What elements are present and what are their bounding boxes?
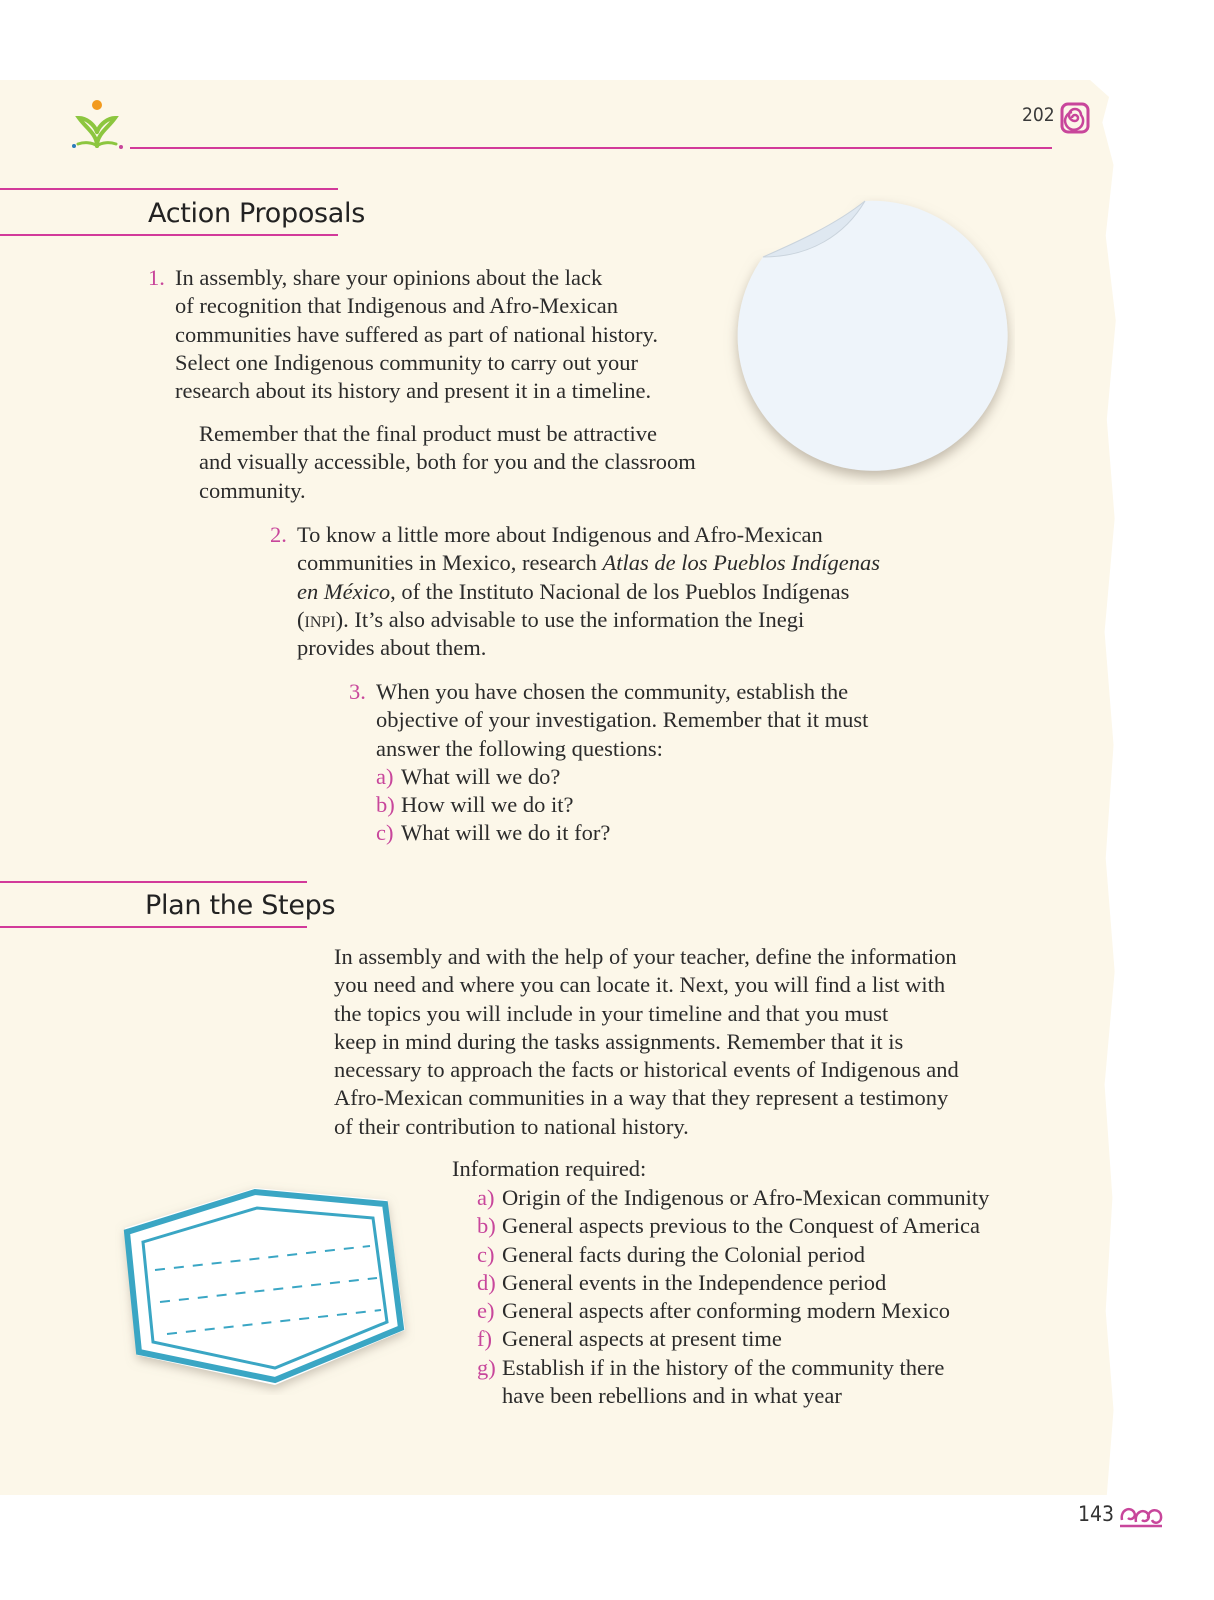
question-item xyxy=(376,819,868,847)
note-card xyxy=(115,1180,415,1395)
section-title: Plan the Steps xyxy=(145,890,336,921)
remember-paragraph xyxy=(199,420,696,505)
info-item-continuation: have been rebellions and in what year xyxy=(502,1383,842,1409)
info-label: g) xyxy=(477,1354,496,1380)
text-line xyxy=(297,549,880,577)
question-text: What will we do? xyxy=(401,763,561,789)
inpi-acronym: inpi xyxy=(304,606,336,632)
text-run: , of the Instituto Nacional de los Pueblos Indígenas xyxy=(390,578,850,604)
header-rule xyxy=(130,147,1052,149)
info-text: General aspects after conforming modern Mexico xyxy=(502,1298,950,1324)
info-text: Origin of the Indigenous or Afro-Mexican community xyxy=(502,1185,990,1210)
text-line: you need and where you can locate it. Next, you will find a list with xyxy=(334,972,946,998)
info-label: c) xyxy=(477,1241,495,1267)
text-line: When you have chosen the community, establish the xyxy=(376,679,849,704)
info-item xyxy=(477,1325,989,1353)
page-number-bottom: 143 xyxy=(1078,1502,1115,1526)
info-item xyxy=(477,1269,989,1297)
fret-ornament-icon xyxy=(1118,1500,1164,1532)
text-line: communities have suffered as part of national history. xyxy=(175,321,658,347)
page-number-top: 202 xyxy=(1022,104,1055,126)
text-line: community. xyxy=(199,477,306,503)
text-line: Select one Indigenous community to carry out your xyxy=(175,349,639,375)
info-text: General aspects at present time xyxy=(502,1326,782,1352)
section-title: Action Proposals xyxy=(148,198,366,229)
text-line: In assembly, share your opinions about the lack xyxy=(175,265,603,290)
sticker-circle xyxy=(715,195,1015,485)
question-label: c) xyxy=(376,820,394,846)
text-line: Afro-Mexican communities in a way that they represent a testimony xyxy=(334,1085,949,1111)
question-text: How will we do it? xyxy=(401,792,574,818)
info-list xyxy=(477,1184,989,1410)
text-line: research about its history and present it in a timeline. xyxy=(175,378,652,404)
info-item xyxy=(477,1297,989,1325)
list-item-number: 1. xyxy=(148,265,165,290)
info-heading: Information required: xyxy=(452,1156,647,1181)
info-item xyxy=(477,1184,989,1212)
text-line xyxy=(297,578,880,606)
text-run: ). It’s also advisable to use the information the Inegi xyxy=(335,606,805,632)
plan-steps-paragraph xyxy=(334,943,959,1141)
text-line: the topics you will include in your timeline and that you must xyxy=(334,1000,889,1026)
info-label: d) xyxy=(477,1269,496,1295)
text-line: and visually accessible, both for you and the classroom xyxy=(199,449,696,475)
text-line: of recognition that Indigenous and Afro-Mexican xyxy=(175,293,619,319)
info-text: General events in the Independence period xyxy=(502,1269,887,1295)
list-item-number: 3. xyxy=(349,679,366,704)
question-text: What will we do it for? xyxy=(401,820,611,846)
atlas-title-cont: en México xyxy=(297,578,391,604)
question-item xyxy=(376,791,868,819)
text-line: To know a little more about Indigenous and Afro-Mexican xyxy=(297,522,823,547)
text-line: keep in mind during the tasks assignments. Remember that it is xyxy=(334,1028,904,1054)
text-line xyxy=(297,606,880,634)
item-1-text xyxy=(175,264,658,405)
info-item xyxy=(477,1241,989,1269)
info-text: Establish if in the history of the community there xyxy=(502,1354,945,1380)
question-item xyxy=(376,763,868,791)
text-line: Remember that the final product must be attractive xyxy=(199,421,657,446)
item-2-text xyxy=(297,521,880,662)
text-line: objective of your investigation. Remember that it must xyxy=(376,707,869,733)
spiral-ornament-icon xyxy=(1060,102,1090,134)
info-label: f) xyxy=(477,1326,492,1352)
text-line: necessary to approach the facts or historical events of Indigenous and xyxy=(334,1057,959,1083)
info-label: a) xyxy=(477,1185,495,1210)
text-line: of their contribution to national history. xyxy=(334,1113,689,1139)
info-item xyxy=(477,1354,989,1382)
text-run: ( xyxy=(297,606,305,632)
question-label: a) xyxy=(376,763,394,789)
info-item xyxy=(477,1212,989,1240)
text-line: provides about them. xyxy=(297,635,487,661)
atlas-title: Atlas de los Pueblos Indígenas xyxy=(602,550,881,576)
info-text: General facts during the Colonial period xyxy=(502,1241,866,1267)
text-run: communities in Mexico, research xyxy=(297,550,603,576)
info-text: General aspects previous to the Conquest of America xyxy=(502,1213,980,1239)
text-line: answer the following questions: xyxy=(376,735,663,761)
question-label: b) xyxy=(376,792,395,818)
info-label: b) xyxy=(477,1213,496,1239)
item-3-text xyxy=(376,678,868,848)
text-line: In assembly and with the help of your teacher, define the information xyxy=(334,944,957,969)
list-item-number: 2. xyxy=(270,522,287,547)
flower-logo-icon xyxy=(70,98,128,152)
info-label: e) xyxy=(477,1298,495,1324)
